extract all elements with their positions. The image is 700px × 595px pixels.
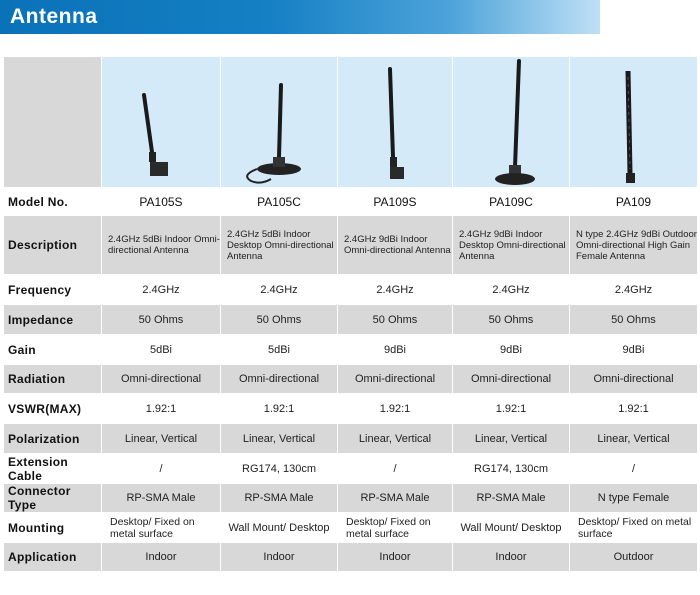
value-cell: RP-SMA Male <box>453 484 570 513</box>
antenna-pa109-icon <box>570 57 698 187</box>
value-cell: 1.92:1 <box>221 394 338 424</box>
value-cell: Linear, Vertical <box>338 424 453 454</box>
row-label: Frequency <box>4 275 102 305</box>
value-cell: Omni-directional <box>338 365 453 394</box>
mounting-cell: Desktop/ Fixed on metal surface <box>338 513 453 543</box>
mounting-cell: Wall Mount/ Desktop <box>453 513 570 543</box>
mounting-cell: Desktop/ Fixed on metal surface <box>570 513 698 543</box>
polarization-row <box>4 424 698 454</box>
value-cell: RP-SMA Male <box>338 484 453 513</box>
antenna-pa109s-icon <box>338 57 453 187</box>
value-cell: / <box>338 454 453 484</box>
value-cell: Omni-directional <box>221 365 338 394</box>
connector-type-row <box>4 484 698 513</box>
value-cell: Indoor <box>338 543 453 572</box>
impedance-row <box>4 305 698 335</box>
value-cell: 1.92:1 <box>102 394 221 424</box>
antenna-pa109c-icon <box>453 57 570 187</box>
antenna-pa105c-icon <box>221 57 338 187</box>
value-cell: 50 Ohms <box>102 305 221 335</box>
value-cell: 9dBi <box>453 335 570 365</box>
row-label: Description <box>4 216 102 275</box>
row-label: Model No. <box>4 188 102 216</box>
value-cell: Linear, Vertical <box>221 424 338 454</box>
vswr-row <box>4 394 698 424</box>
row-label: Connector Type <box>4 484 102 513</box>
value-cell: 2.4GHz <box>221 275 338 305</box>
value-cell: 1.92:1 <box>453 394 570 424</box>
section-title: Antenna <box>10 5 98 28</box>
model-cell: PA105C <box>221 188 338 216</box>
value-cell: 50 Ohms <box>338 305 453 335</box>
value-cell: RP-SMA Male <box>102 484 221 513</box>
value-cell: / <box>570 454 698 484</box>
mounting-row <box>4 513 698 543</box>
value-cell: N type Female <box>570 484 698 513</box>
value-cell: 2.4GHz <box>570 275 698 305</box>
spec-table <box>3 56 698 572</box>
section-header <box>0 0 600 34</box>
value-cell: Indoor <box>221 543 338 572</box>
value-cell: 2.4GHz <box>453 275 570 305</box>
value-cell: 50 Ohms <box>570 305 698 335</box>
value-cell: Linear, Vertical <box>102 424 221 454</box>
value-cell: 5dBi <box>102 335 221 365</box>
value-cell: Omni-directional <box>102 365 221 394</box>
value-cell: 2.4GHz <box>338 275 453 305</box>
description-cell: 2.4GHz 9dBi Indoor Omni-directional Antenna <box>338 216 453 275</box>
row-label: Impedance <box>4 305 102 335</box>
extension-cable-row <box>4 454 698 484</box>
product-image-pa109c <box>453 57 570 188</box>
row-label: Gain <box>4 335 102 365</box>
model-row <box>4 188 698 216</box>
value-cell: RG174, 130cm <box>221 454 338 484</box>
mounting-cell: Desktop/ Fixed on metal surface <box>102 513 221 543</box>
description-cell: 2.4GHz 5dBi Indoor Omni-directional Antenna <box>102 216 221 275</box>
value-cell: Linear, Vertical <box>570 424 698 454</box>
gain-row <box>4 335 698 365</box>
description-row <box>4 216 698 275</box>
value-cell: Indoor <box>453 543 570 572</box>
row-label: Mounting <box>4 513 102 543</box>
description-cell: 2.4GHz 5dBi Indoor Desktop Omni-directional Antenna <box>221 216 338 275</box>
product-image-pa109 <box>570 57 698 188</box>
value-cell: Outdoor <box>570 543 698 572</box>
application-row <box>4 543 698 572</box>
value-cell: 50 Ohms <box>221 305 338 335</box>
radiation-row <box>4 365 698 394</box>
value-cell: 9dBi <box>570 335 698 365</box>
value-cell: 1.92:1 <box>570 394 698 424</box>
value-cell: RG174, 130cm <box>453 454 570 484</box>
value-cell: Omni-directional <box>453 365 570 394</box>
description-cell: N type 2.4GHz 9dBi Outdoor Omni-directional High Gain Female Antenna <box>570 216 698 275</box>
model-cell: PA109S <box>338 188 453 216</box>
value-cell: RP-SMA Male <box>221 484 338 513</box>
mounting-cell: Wall Mount/ Desktop <box>221 513 338 543</box>
product-image-pa105s <box>102 57 221 188</box>
value-cell: 1.92:1 <box>338 394 453 424</box>
product-image-pa105c <box>221 57 338 188</box>
value-cell: 9dBi <box>338 335 453 365</box>
value-cell: 2.4GHz <box>102 275 221 305</box>
model-cell: PA105S <box>102 188 221 216</box>
model-cell: PA109C <box>453 188 570 216</box>
value-cell: 50 Ohms <box>453 305 570 335</box>
antenna-pa105s-icon <box>102 57 221 187</box>
row-label: Radiation <box>4 365 102 394</box>
image-row-label <box>4 57 102 188</box>
product-image-pa109s <box>338 57 453 188</box>
value-cell: 5dBi <box>221 335 338 365</box>
row-label: Extension Cable <box>4 454 102 484</box>
row-label: VSWR(MAX) <box>4 394 102 424</box>
value-cell: / <box>102 454 221 484</box>
model-cell: PA109 <box>570 188 698 216</box>
frequency-row <box>4 275 698 305</box>
row-label: Application <box>4 543 102 572</box>
value-cell: Indoor <box>102 543 221 572</box>
product-image-row <box>4 57 698 188</box>
value-cell: Linear, Vertical <box>453 424 570 454</box>
value-cell: Omni-directional <box>570 365 698 394</box>
row-label: Polarization <box>4 424 102 454</box>
description-cell: 2.4GHz 9dBi Indoor Desktop Omni-directional Antenna <box>453 216 570 275</box>
